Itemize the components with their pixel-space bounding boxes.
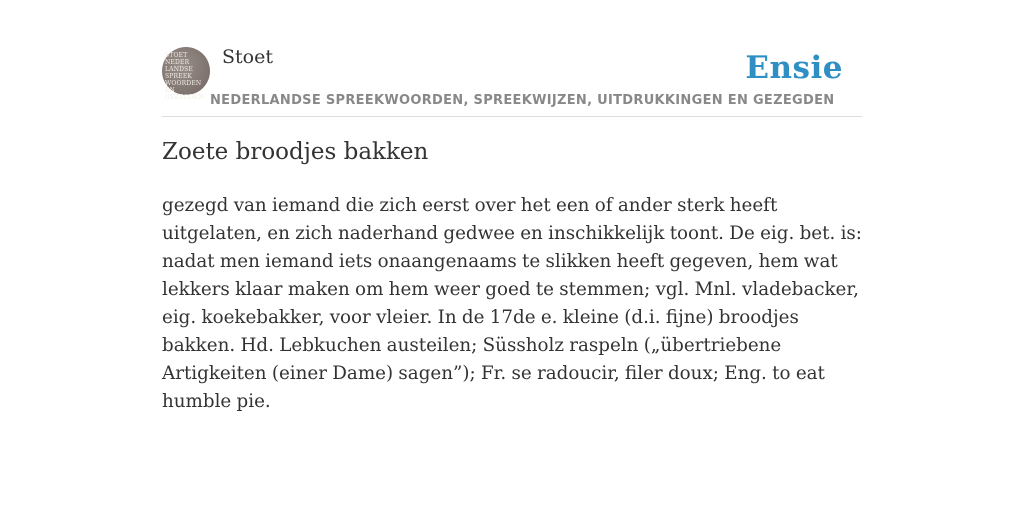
author-name[interactable]: Stoet bbox=[222, 46, 273, 68]
header bbox=[162, 40, 862, 117]
author-avatar[interactable] bbox=[162, 47, 210, 101]
entry-definition: gezegd van iemand die zich eerst over het een of ander sterk heeft uitgelaten, en zich naderhand gedwee en inschikkelijk toont. De eig. bet. is: nadat men iemand iets onaangenaams te slikken heeft gegeven, hem wat lekkers klaar maken om hem weer goed te stemmen; vgl. Mnl. vladebacker, eig. koekebakker, voor vleier. In de 17de e. kleine (d.i. fijne) broodjes bakken. Hd. Lebkuchen austeilen; Süssholz raspeln („übertriebene Artigkeiten (einer Dame) sagen”); Fr. se radoucir, filer doux; Eng. to eat humble pie. bbox=[162, 195, 862, 412]
entry-title: Zoete broodjes bakken bbox=[162, 139, 429, 165]
source-subtitle[interactable]: NEDERLANDSE SPREEKWOORDEN, SPREEKWIJZEN, UITDRUKKINGEN EN GEZEGDEN bbox=[210, 93, 835, 108]
ensie-logo[interactable]: Ensie bbox=[745, 50, 843, 86]
avatar-cover-text: STOET NEDER LANDSE SPREEK WOORDEN EN GEZEGDEN bbox=[165, 52, 204, 101]
